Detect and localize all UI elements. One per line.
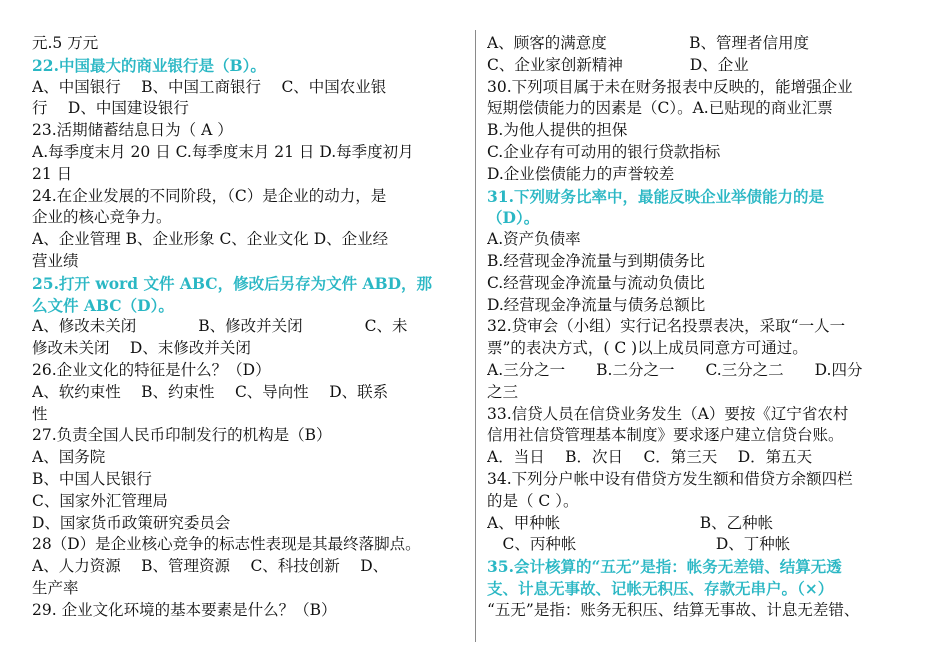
text-line: 之三 (487, 382, 519, 401)
text-line: 28（D）是企业核心竞争的标志性表现是其最终落脚点。 (32, 535, 421, 554)
text-line: C.企业存有可动用的银行贷款指标 (487, 142, 721, 161)
text-line: A、人力资源 B、管理资源 C、科技创新 D、 (32, 557, 389, 576)
text-line: 企业的核心竞争力。 (32, 208, 172, 227)
text-line: 27.负责全国人民币印制发行的机构是（B） (32, 426, 332, 445)
highlighted-question-line: 支、计息无事故、记帐无积压、存款无串户。（×） (487, 578, 834, 598)
text-line: C、国家外汇管理局 (32, 491, 168, 510)
text-line: A.三分之一 B.二分之一 C.三分之二 D.四分 (487, 360, 863, 379)
text-line: 23.活期储蓄结息日为（ A ） (32, 121, 233, 140)
text-line: 26.企业文化的特征是什么？（D） (32, 360, 271, 379)
text-line: 34.下列分户帐中设有借贷方发生额和借贷方余额四栏 (487, 469, 853, 488)
text-line: 营业绩 (32, 251, 79, 270)
text-line: A.每季度末月 20 日 C.每季度末月 21 日 D.每季度初月 (32, 142, 414, 161)
text-line: D.经营现金净流量与债务总额比 (487, 295, 706, 314)
text-line: A、顾客的满意度 B、管理者信用度 (487, 34, 810, 52)
text-line: B、中国人民银行 (32, 469, 152, 488)
text-line: B.为他人提供的担保 (487, 121, 628, 140)
text-line: 信用社信贷管理基本制度》要求逐户建立信贷台账。 (487, 426, 844, 445)
text-line: D、国家货币政策研究委员会 (32, 513, 231, 532)
text-line: 21 日 (32, 164, 73, 183)
text-line: 行 D、中国建设银行 (32, 99, 189, 118)
text-line: A、软约束性 B、约束性 C、导向性 D、联系 (32, 382, 389, 401)
text-line: A、修改未关闭 B、修改并关闭 C、未 (32, 317, 408, 336)
text-line: “五无”是指：账务无积压、结算无事故、计息无差错、 (487, 600, 860, 619)
text-line: 修改未关闭 D、末修改并关闭 (32, 339, 251, 358)
left-column (32, 33, 468, 622)
text-line: A.资产负债率 (487, 230, 581, 249)
highlighted-question-line: 22.中国最大的商业银行是（B）。 (32, 55, 266, 75)
text-line: 短期偿债能力的因素是（C）。A.已贴现的商业汇票 (487, 99, 833, 118)
text-line: 的是（ C ）。 (487, 491, 579, 510)
text-line: A、企业管理 B、企业形象 C、企业文化 D、企业经 (32, 230, 389, 249)
text-line: 24.在企业发展的不同阶段，（C）是企业的动力，是 (32, 186, 387, 205)
text-line: C、丙种帐 D、丁种帐 (487, 535, 791, 554)
text-line: 32.贷审会（小组）实行记名投票表决，采取“一人一 (487, 317, 846, 336)
text-line: A、国务院 (32, 448, 106, 467)
text-line: 票”的表决方式，( C )以上成员同意方可通过。 (487, 339, 808, 358)
highlighted-question-line: 25.打开 word 文件 ABC，修改后另存为文件 ABD，那 (32, 273, 433, 293)
text-line: A．当日 B．次日 C．第三天 D．第五天 (487, 448, 813, 467)
text-line: A、中国银行 B、中国工商银行 C、中国农业银 (32, 77, 387, 96)
text-line: 生产率 (32, 578, 79, 597)
text-line: 性 (32, 404, 48, 423)
text-line: D.企业偿债能力的声誉较差 (487, 164, 675, 183)
text-line: C.经营现金净流量与流动负债比 (487, 273, 705, 292)
column-divider (475, 30, 476, 642)
highlighted-question-line: 么文件 ABC（D）。 (32, 295, 174, 315)
highlighted-question-line: 31.下列财务比率中，最能反映企业举债能力的是 (487, 186, 824, 206)
highlighted-question-line: （D）。 (487, 208, 540, 228)
text-line: 29. 企业文化环境的基本要素是什么？（B） (32, 600, 337, 619)
text-line: C、企业家创新精神 D、企业 (487, 55, 749, 74)
text-line: 元.5 万元 (32, 34, 99, 52)
text-line: A、甲种帐 B、乙种帐 (487, 513, 774, 532)
text-line: 30.下列项目属于未在财务报表中反映的，能增强企业 (487, 77, 853, 96)
highlighted-question-line: 35.会计核算的“五无”是指：帐务无差错、结算无透 (487, 557, 842, 577)
right-column (487, 33, 923, 622)
text-line: 33.信贷人员在信贷业务发生（A）要按《辽宁省农村 (487, 404, 849, 423)
text-line: B.经营现金净流量与到期债务比 (487, 251, 705, 270)
